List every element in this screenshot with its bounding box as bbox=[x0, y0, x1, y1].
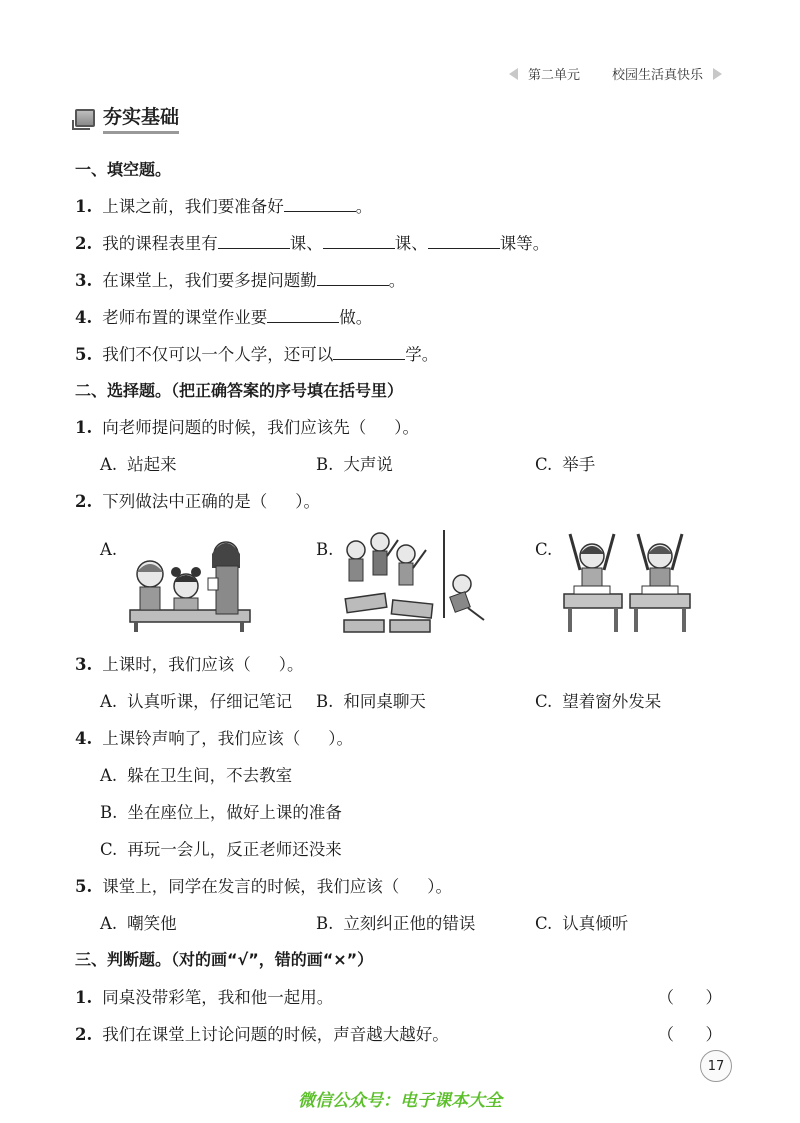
q3-option-c: C. 望着窗外发呆 bbox=[535, 692, 662, 711]
judge-item-2: 2. 我们在课堂上讨论问题的时候，声音越大越好。 bbox=[75, 1025, 449, 1044]
fill-item-2: 2. 我的课程表里有 课、 课、 课等。 bbox=[75, 234, 550, 253]
answer-blank[interactable] bbox=[218, 232, 290, 249]
pic-a-label: A. bbox=[100, 540, 118, 559]
choice-q2: 2. 下列做法中正确的是（ ）。 bbox=[75, 492, 320, 511]
q3-option-b: B. 和同桌聊天 bbox=[316, 692, 426, 711]
pic-c-label: C. bbox=[535, 540, 553, 559]
judge-answer-paren-2[interactable]: （ ） bbox=[657, 1025, 722, 1044]
footer-watermark: 微信公众号：电子课本大全 bbox=[298, 1091, 502, 1111]
q1-option-c: C. 举手 bbox=[535, 455, 596, 474]
choice-q3: 3. 上课时，我们应该（ ）。 bbox=[75, 655, 304, 674]
q5-option-c: C. 认真倾听 bbox=[535, 914, 629, 933]
answer-blank[interactable] bbox=[333, 343, 405, 360]
pic-b-label: B. bbox=[316, 540, 334, 559]
q1-option-a: A. 站起来 bbox=[100, 455, 177, 474]
fill-item-3: 3. 在课堂上，我们要多提问题勤 。 bbox=[75, 271, 406, 290]
triangle-right-icon bbox=[713, 68, 722, 80]
q5-option-a: A. 嘲笑他 bbox=[100, 914, 177, 933]
unit-title: 校园生活真快乐 bbox=[611, 68, 703, 83]
page-number: 17 bbox=[700, 1050, 732, 1082]
part2-heading: 二、选择题。（把正确答案的序号填在括号里） bbox=[75, 381, 404, 400]
q4-option-b: B. 坐在座位上，做好上课的准备 bbox=[100, 803, 342, 822]
picture-b-students-playing bbox=[340, 528, 488, 636]
choice-q5: 5. 课堂上，同学在发言的时候，我们应该（ ）。 bbox=[75, 877, 452, 896]
fill-item-5: 5. 我们不仅可以一个人学，还可以 学。 bbox=[75, 345, 439, 364]
choice-q1: 1. 向老师提问题的时候，我们应该先（ ）。 bbox=[75, 418, 419, 437]
answer-blank[interactable] bbox=[284, 195, 356, 212]
picture-c-students-raising-hands bbox=[560, 524, 696, 636]
q4-option-a: A. 躲在卫生间，不去教室 bbox=[100, 766, 293, 785]
picture-a-students-at-desk bbox=[128, 532, 254, 634]
q3-option-a: A. 认真听课，仔细记笔记 bbox=[100, 692, 293, 711]
answer-blank[interactable] bbox=[323, 232, 395, 249]
fill-item-1: 1. 上课之前，我们要准备好 。 bbox=[75, 197, 373, 216]
part3-heading: 三、判断题。（对的画“√”，错的画“×”） bbox=[75, 950, 374, 969]
q1-option-b: B. 大声说 bbox=[316, 455, 393, 474]
judge-answer-paren-1[interactable]: （ ） bbox=[657, 988, 722, 1007]
answer-blank[interactable] bbox=[428, 232, 500, 249]
answer-blank[interactable] bbox=[267, 306, 339, 323]
q4-option-c: C. 再玩一会儿，反正老师还没来 bbox=[100, 840, 342, 859]
part1-heading: 一、填空题。 bbox=[75, 160, 172, 179]
section-badge-icon bbox=[75, 109, 95, 127]
answer-blank[interactable] bbox=[317, 269, 389, 286]
fill-item-4: 4. 老师布置的课堂作业要 做。 bbox=[75, 308, 373, 327]
judge-item-1: 1. 同桌没带彩笔，我和他一起用。 bbox=[75, 988, 334, 1007]
choice-q4: 4. 上课铃声响了，我们应该（ ）。 bbox=[75, 729, 353, 748]
unit-label: 第二单元 bbox=[527, 68, 580, 83]
running-header bbox=[509, 64, 722, 83]
triangle-left-icon bbox=[509, 68, 518, 80]
section-title: 夯实基础 bbox=[75, 102, 179, 134]
q5-option-b: B. 立刻纠正他的错误 bbox=[316, 914, 476, 933]
